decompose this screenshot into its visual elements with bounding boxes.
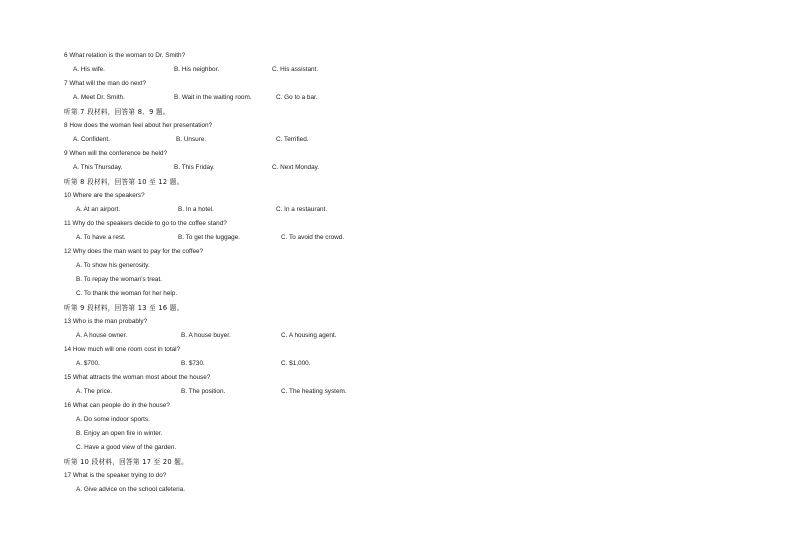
option-c: C. Have a good view of the garden. [76, 444, 177, 451]
question-17: 17 What is the speaker trying to do? [64, 472, 167, 479]
option-a: A. Meet Dr. Smith. [73, 94, 125, 101]
option-c: C. $1,000. [281, 360, 311, 367]
option-b: B. Enjoy an open fire in winter. [76, 430, 163, 437]
option-c: C. His assistant. [272, 66, 319, 73]
option-c: C. The heating system. [281, 388, 347, 395]
option-b: B. To get the luggage. [178, 234, 241, 241]
option-c: C. Next Monday. [272, 164, 320, 171]
option-b: B. Unsure. [176, 136, 207, 143]
option-b: B. To repay the woman's treat. [76, 276, 162, 283]
question-8: 8 How does the woman feel about her presentation? [64, 122, 213, 129]
section-heading-7: 听第 7 段材料，回答第 8、9 题。 [64, 108, 170, 116]
option-a: A. Give advice on the school cafeteria. [76, 486, 186, 493]
section-heading-8: 听第 8 段材料，回答第 10 至 12 题。 [64, 178, 184, 186]
option-b: B. Wait in the waiting room. [174, 94, 252, 101]
option-b: B. In a hotel. [178, 206, 214, 213]
section-heading-9: 听第 9 段材料，回答第 13 至 16 题。 [64, 304, 184, 312]
option-a: A. This Thursday. [73, 164, 123, 171]
option-c: C. Go to a bar. [276, 94, 318, 101]
option-b: B. $730. [181, 360, 205, 367]
option-a: A. $700. [76, 360, 100, 367]
option-a: A. His wife. [73, 66, 105, 73]
option-a: A. To have a rest. [76, 234, 126, 241]
question-14: 14 How much will one room cost in total? [64, 346, 181, 353]
question-13: 13 Who is the man probably? [64, 318, 148, 325]
option-a: A. At an airport. [76, 206, 121, 213]
section-heading-10: 听第 10 段材料，回答第 17 至 20 题。 [64, 458, 189, 466]
question-6: 6 What relation is the woman to Dr. Smith? [64, 52, 186, 59]
question-11: 11 Why do the speakers decide to go to the coffee stand? [64, 220, 227, 227]
question-10: 10 Where are the speakers? [64, 192, 145, 199]
option-a: A. Confident. [73, 136, 110, 143]
option-b: B. His neighbor. [174, 66, 220, 73]
option-a: A. To show his generosity. [76, 262, 150, 269]
option-a: A. The price. [76, 388, 113, 395]
option-c: C. To avoid the crowd. [281, 234, 345, 241]
question-12: 12 Why does the man want to pay for the coffee? [64, 248, 204, 255]
question-7: 7 What will the man do next? [64, 80, 147, 87]
option-c: C. In a restaurant. [276, 206, 328, 213]
option-c: C. To thank the woman for her help. [76, 290, 178, 297]
option-a: A. A house owner. [76, 332, 128, 339]
option-c: C. A housing agent. [281, 332, 337, 339]
option-b: B. This Friday. [174, 164, 215, 171]
option-b: B. A house buyer. [181, 332, 231, 339]
question-15: 15 What attracts the woman most about the house? [64, 374, 211, 381]
option-c: C. Terrified. [276, 136, 309, 143]
option-a: A. Do some indoor sports. [76, 416, 150, 423]
option-b: B. The position. [181, 388, 226, 395]
question-16: 16 What can people do in the house? [64, 402, 170, 409]
question-9: 9 When will the conference be held? [64, 150, 168, 157]
